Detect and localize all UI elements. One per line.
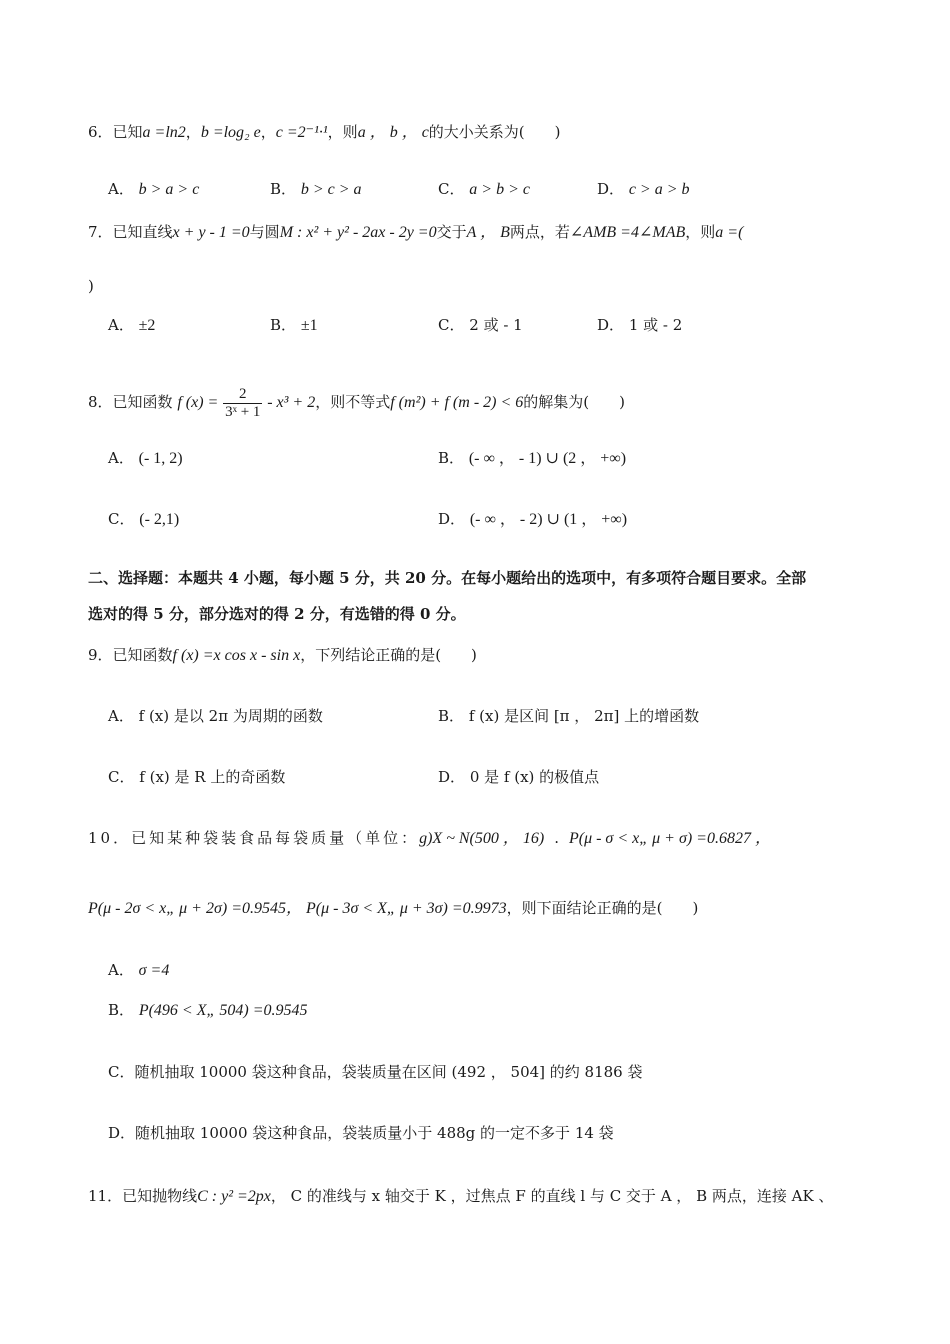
q6-option-c: C． a > b > c [438,180,530,198]
q9-number: 9．已知函数 [88,646,173,664]
q10-stem-line2: P(μ - 2σ < x„ μ + 2σ) =0.9545， P(μ - 3σ < X„ μ + 3σ) =0.9973，则下面结论正确的是( ) [88,899,699,917]
q9-f-expr: f (x) =x cos x - sin x [172,647,301,664]
q9-option-a: A． f (x) 是以 2π 为周期的函数 [108,707,323,725]
q7-angle-expr: ∠AMB =4∠MAB [569,224,686,241]
q6-number: 6．已知 [88,123,143,141]
q10-number: 10．已知某种袋装食品每袋质量（单位： [88,829,420,847]
section2-heading-line2: 选对的得 5 分，部分选对的得 2 分，有选错的得 0 分。 [88,605,466,623]
q10-stem-line1: 10．已知某种袋装食品每袋质量（单位：g)X ~ N(500 ， 16) . P(μ - σ < x„ μ + σ) =0.6827 ， [88,829,771,847]
q7-circle-expr: M : x² + y² - 2ax - 2y =0 [279,224,437,241]
q8-option-c: C． (- 2,1) [108,510,180,528]
q6-option-a: A． b > a > c [108,180,200,198]
q9-stem: 9．已知函数f (x) =x cos x - sin x，下列结论正确的是( ) [88,646,477,664]
q8-frac-denominator: 3ˣ + 1 [225,403,261,420]
q8-option-d: D． (- ∞ ， - 2) ∪ (1 ， +∞) [438,510,628,528]
q6-option-d: D． c > a > b [597,180,690,198]
q7-option-a: A． ±2 [108,316,156,334]
q7-line-expr: x + y - 1 =0 [172,224,250,241]
q6-abc: a ， b ， c [357,124,429,141]
q8-number: 8．已知函数 [88,393,173,411]
q7-stem: 7．已知直线x + y - 1 =0与圆M : x² + y² - 2ax - 2y =0交于A ， B两点，若∠AMB =4∠MAB，则a =( [88,223,744,241]
section2-heading-line1: 二、选择题：本题共 4 小题，每小题 5 分，共 20 分。在每小题给出的选项中，有多项符合题目要求。全部 [88,569,807,587]
q10-option-d: D．随机抽取 10000 袋这种食品，袋装质量小于 488g 的一定不多于 14 袋 [108,1124,614,1142]
q8-stem: 8．已知函数 f (x) = $\frac{2}{\text{3ˣ + 1}}$ - x³ + 2，则不等式f (m²) + f (m - 2) < 6的解集为( ) [88,385,625,420]
q10-option-c: C．随机抽取 10000 袋这种食品，袋装质量在区间 (492 ， 504] 的约 8186 袋 [108,1063,643,1081]
q7-option-d: D． 1 或 - 2 [597,316,683,334]
q6-c-expr: c =2⁻¹·¹ [275,124,328,141]
q8-f-lhs: f (x) = [177,394,219,411]
q8-option-b: B． (- ∞ ， - 1) ∪ (2 ， +∞) [438,449,627,467]
q10-prob-3sigma: ， P(μ - 3σ < X„ μ + 3σ) =0.9973 [286,900,507,917]
q9-option-c: C． f (x) 是 R 上的奇函数 [108,768,286,786]
q10-option-b: B． P(496 < X„ 504) =0.9545 [108,1001,308,1019]
q7-option-b: B． ±1 [270,316,318,334]
q8-f-rhs: - x³ + 2 [267,394,316,411]
q6-a-expr: a =ln2 [142,124,186,141]
q11-stem: 11．已知抛物线C : y² =2px， C 的准线与 x 轴交于 K ，过焦点 F 的直线 l 与 C 交于 A ， B 两点，连接 AK 、 [88,1187,834,1205]
q6-b-expr: b =log₂ e [200,124,261,141]
q8-frac-numerator: 2 [223,386,262,404]
q8-inequality: f (m²) + f (m - 2) < 6 [390,394,524,411]
q10-prob-1sigma: P(μ - σ < x„ μ + σ) =0.6827 ， [568,830,771,847]
q7-stem-close: ) [88,277,94,295]
q10-prob-2sigma: P(μ - 2σ < x„ μ + 2σ) =0.9545 [88,900,286,917]
q7-option-c: C． 2 或 - 1 [438,316,523,334]
q8-option-a: A． (- 1, 2) [108,449,183,467]
q9-option-d: D． 0 是 f (x) 的极值点 [438,768,600,786]
q9-option-b: B． f (x) 是区间 [π ， 2π] 上的增函数 [438,707,700,725]
q11-number: 11．已知抛物线 [88,1187,198,1205]
q6-then: ，则 [327,123,358,141]
q6-stem-tail: 的大小关系为( ) [428,123,561,141]
q6-option-b: B． b > c > a [270,180,362,198]
q10-distribution: g)X ~ N(500 ， 16) [419,830,545,847]
q10-option-a: A． σ =4 [108,961,170,979]
q6-stem: 6．已知a =ln2，b =log₂ e，c =2⁻¹·¹，则a ， b ， c的大小关系为( ) [88,123,561,141]
q7-number: 7．已知直线 [88,223,173,241]
q8-fraction [223,386,262,421]
q11-parabola-expr: C : y² =2px [197,1188,271,1205]
